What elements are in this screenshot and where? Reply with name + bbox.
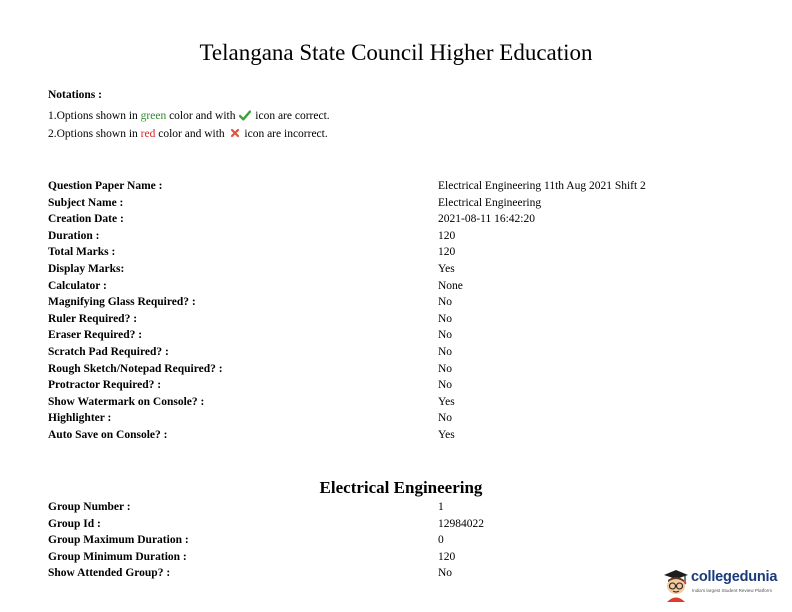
detail-label: Question Paper Name : <box>48 180 163 192</box>
detail-value: No <box>438 329 453 342</box>
detail-row <box>48 244 748 261</box>
detail-label: Display Marks: <box>48 262 125 275</box>
detail-row <box>48 327 748 344</box>
detail-label: Show Watermark on Console? : <box>48 395 205 408</box>
section-title: Electrical Engineering <box>319 478 483 497</box>
detail-row <box>48 294 748 311</box>
detail-label: Magnifying Glass Required? : <box>48 296 196 309</box>
detail-value: No <box>438 379 453 392</box>
page-title: Telangana State Council Higher Education <box>199 40 593 65</box>
detail-row <box>48 361 748 378</box>
detail-row <box>48 549 748 566</box>
detail-value: None <box>438 279 463 292</box>
detail-row <box>48 532 748 549</box>
detail-row <box>48 410 748 427</box>
detail-value: 1 <box>438 501 444 513</box>
detail-value: 12984022 <box>438 517 484 530</box>
detail-row <box>48 178 748 195</box>
detail-value: No <box>438 567 453 580</box>
brand-name: collegedunia <box>691 569 778 585</box>
detail-row <box>48 565 748 582</box>
detail-value: Electrical Engineering 11th Aug 2021 Shift 2 <box>438 180 646 192</box>
detail-value: 2021-08-11 16:42:20 <box>438 213 535 226</box>
detail-value: No <box>438 345 453 358</box>
detail-label: Subject Name : <box>48 196 124 209</box>
detail-row <box>48 278 748 295</box>
detail-value: 0 <box>438 534 444 547</box>
detail-value: 120 <box>438 246 456 259</box>
detail-label: Ruler Required? : <box>48 312 138 325</box>
detail-row <box>48 311 748 328</box>
detail-value: No <box>438 312 453 325</box>
notations-heading: Notations : <box>48 89 102 101</box>
detail-label: Calculator : <box>48 279 107 292</box>
detail-value: No <box>438 362 453 375</box>
detail-value: 120 <box>438 550 456 563</box>
detail-label: Show Attended Group? : <box>48 567 171 580</box>
detail-label: Protractor Required? : <box>48 379 162 392</box>
mascot-icon <box>661 566 691 604</box>
detail-label: Auto Save on Console? : <box>48 428 168 441</box>
notation-text: icon are correct. <box>252 110 330 122</box>
detail-label: Group Number : <box>48 501 131 513</box>
detail-value: Yes <box>438 395 455 408</box>
detail-label: Group Minimum Duration : <box>48 550 187 563</box>
cross-icon <box>229 127 241 145</box>
detail-value: Yes <box>438 262 455 275</box>
brand-tagline: India's largest Student Review Platform <box>692 588 773 593</box>
notation-text: 1.Options shown in <box>48 110 141 122</box>
detail-row <box>48 195 748 212</box>
detail-row <box>48 344 748 361</box>
notations-block <box>48 89 330 143</box>
notation-text: icon are incorrect. <box>241 128 328 140</box>
detail-label: Highlighter : <box>48 412 112 425</box>
detail-value: Yes <box>438 428 455 441</box>
collegedunia-logo <box>661 566 785 604</box>
notation-text: color and with <box>166 110 239 122</box>
detail-label: Creation Date : <box>48 213 124 226</box>
paper-details-table <box>48 178 748 444</box>
notation-incorrect <box>48 125 330 143</box>
detail-row <box>48 211 748 228</box>
detail-value: No <box>438 296 453 309</box>
detail-value: Electrical Engineering <box>438 196 542 209</box>
detail-row <box>48 261 748 278</box>
notation-correct <box>48 107 330 125</box>
detail-label: Group Id : <box>48 517 101 530</box>
detail-row <box>48 516 748 533</box>
detail-value: 120 <box>438 229 456 242</box>
detail-row <box>48 377 748 394</box>
detail-row <box>48 499 748 516</box>
notation-text: 2.Options shown in <box>48 128 141 140</box>
detail-label: Total Marks : <box>48 246 116 259</box>
detail-row <box>48 427 748 444</box>
detail-label: Duration : <box>48 229 100 242</box>
red-word: red <box>140 128 156 140</box>
detail-label: Group Maximum Duration : <box>48 534 189 547</box>
detail-label: Rough Sketch/Notepad Required? : <box>48 362 223 375</box>
group-details-table <box>48 499 748 582</box>
detail-row <box>48 228 748 245</box>
detail-label: Eraser Required? : <box>48 329 143 342</box>
detail-value: No <box>438 412 453 425</box>
detail-label: Scratch Pad Required? : <box>48 345 169 358</box>
notation-text: color and with <box>155 128 228 140</box>
detail-row <box>48 394 748 411</box>
green-word: green <box>140 110 167 122</box>
